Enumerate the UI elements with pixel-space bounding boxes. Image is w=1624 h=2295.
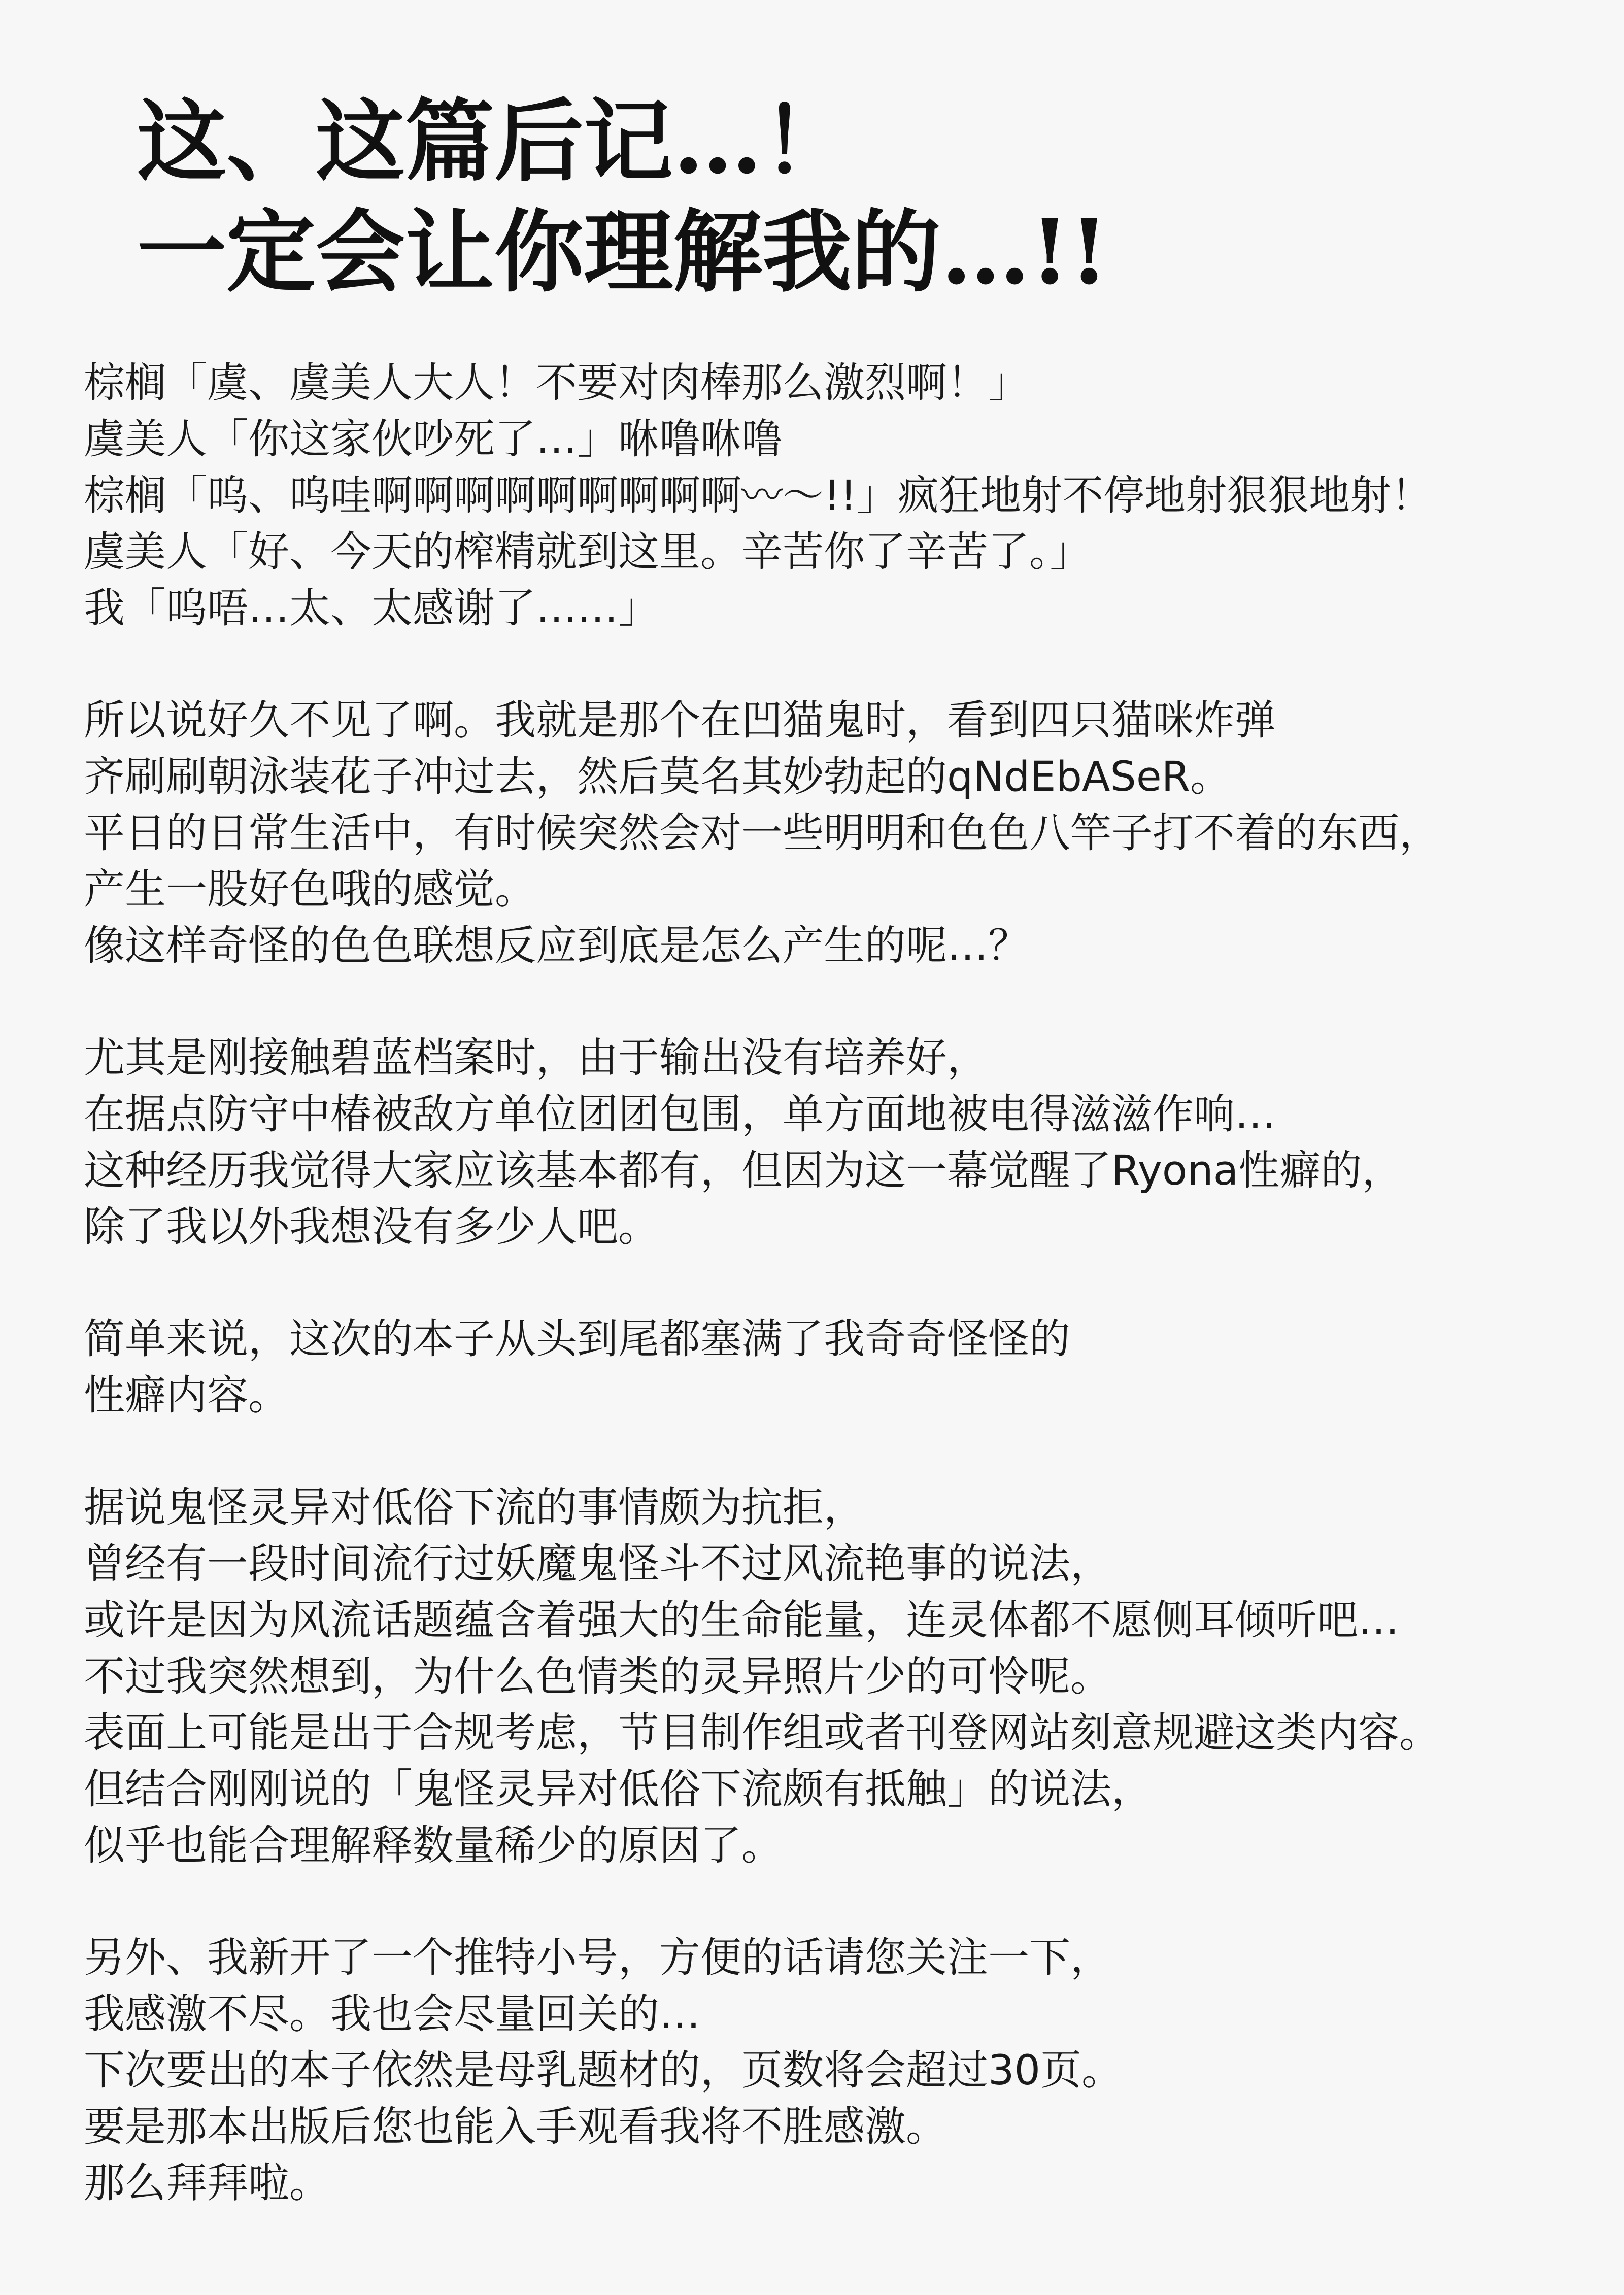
text-line: 简单来说，这次的本子从头到尾都塞满了我奇奇怪怪的 xyxy=(84,1315,1071,1363)
afterword-body xyxy=(84,355,1566,2268)
page-title xyxy=(137,86,1558,308)
text-line: 除了我以外我想没有多少人吧。 xyxy=(84,1203,660,1251)
text-line: 棕榈「呜、呜哇啊啊啊啊啊啊啊啊啊〰〜!!」疯狂地射不停地射狠狠地射！ xyxy=(84,472,1432,520)
text-line: 在据点防守中椿被敌方单位团团包围，单方面地被电得滋滋作响… xyxy=(84,1091,1276,1138)
text-line: 这种经历我觉得大家应该基本都有，但因为这一幕觉醒了Ryona性癖的， xyxy=(84,1147,1403,1195)
text-line: 下次要出的本子依然是母乳题材的，页数将会超过30页。 xyxy=(84,2047,1123,2095)
paragraph-summary xyxy=(84,1311,1566,1424)
paragraph-ghost-theory xyxy=(84,1480,1566,1874)
text-line: 棕榈「虞、虞美人大人！不要对肉棒那么激烈啊！」 xyxy=(84,359,1030,407)
text-line: 表面上可能是出于合规考虑，节目制作组或者刊登网站刻意规避这类内容。 xyxy=(84,1709,1441,1757)
text-line: 我「呜唔…太、太感谢了……」 xyxy=(84,585,660,632)
text-line: 那么拜拜啦。 xyxy=(84,2159,331,2207)
text-line: 像这样奇怪的色色联想反应到底是怎么产生的呢…？ xyxy=(84,922,1030,970)
text-line: 平日的日常生活中，有时候突然会对一些明明和色色八竿子打不着的东西， xyxy=(84,809,1441,857)
text-line: 尤其是刚接触碧蓝档案时，由于输出没有培养好， xyxy=(84,1034,989,1082)
title-line-1: 这、这篇后记…！ xyxy=(137,89,852,194)
text-line: 齐刷刷朝泳装花子冲过去，然后莫名其妙勃起的qNdEbASeR。 xyxy=(84,753,1231,801)
text-line: 据说鬼怪灵异对低俗下流的事情颇为抗拒， xyxy=(84,1484,865,1532)
paragraph-experience xyxy=(84,1030,1566,1256)
paragraph-closing xyxy=(84,1930,1566,2212)
text-line: 但结合刚刚说的「鬼怪灵异对低俗下流颇有抵触」的说法， xyxy=(84,1766,1153,1813)
text-line: 性癖内容。 xyxy=(84,1372,290,1420)
text-line: 或许是因为风流话题蕴含着强大的生命能量，连灵体都不愿侧耳倾听吧… xyxy=(84,1597,1400,1644)
title-line-2: 一定会让你理解我的…!! xyxy=(137,199,1109,305)
paragraph-intro xyxy=(84,693,1566,974)
text-line: 所以说好久不见了啊。我就是那个在凹猫鬼时，看到四只猫咪炸弹 xyxy=(84,697,1276,745)
text-line: 曾经有一段时间流行过妖魔鬼怪斗不过风流艳事的说法， xyxy=(84,1540,1112,1588)
text-line: 我感激不尽。我也会尽量回关的… xyxy=(84,1990,701,2038)
text-line: 虞美人「好、今天的榨精就到这里。辛苦你了辛苦了。」 xyxy=(84,528,1091,576)
text-line: 另外、我新开了一个推特小号，方便的话请您关注一下， xyxy=(84,1934,1112,1982)
text-line: 虞美人「你这家伙吵死了…」咻噜咻噜 xyxy=(84,416,783,463)
paragraph-dialogue xyxy=(84,355,1566,637)
text-line: 要是那本出版后您也能入手观看我将不胜感激。 xyxy=(84,2103,948,2151)
text-line: 产生一股好色哦的感觉。 xyxy=(84,866,536,914)
text-line: 似乎也能合理解释数量稀少的原因了。 xyxy=(84,1822,783,1870)
text-line: 不过我突然想到，为什么色情类的灵异照片少的可怜呢。 xyxy=(84,1653,1112,1701)
